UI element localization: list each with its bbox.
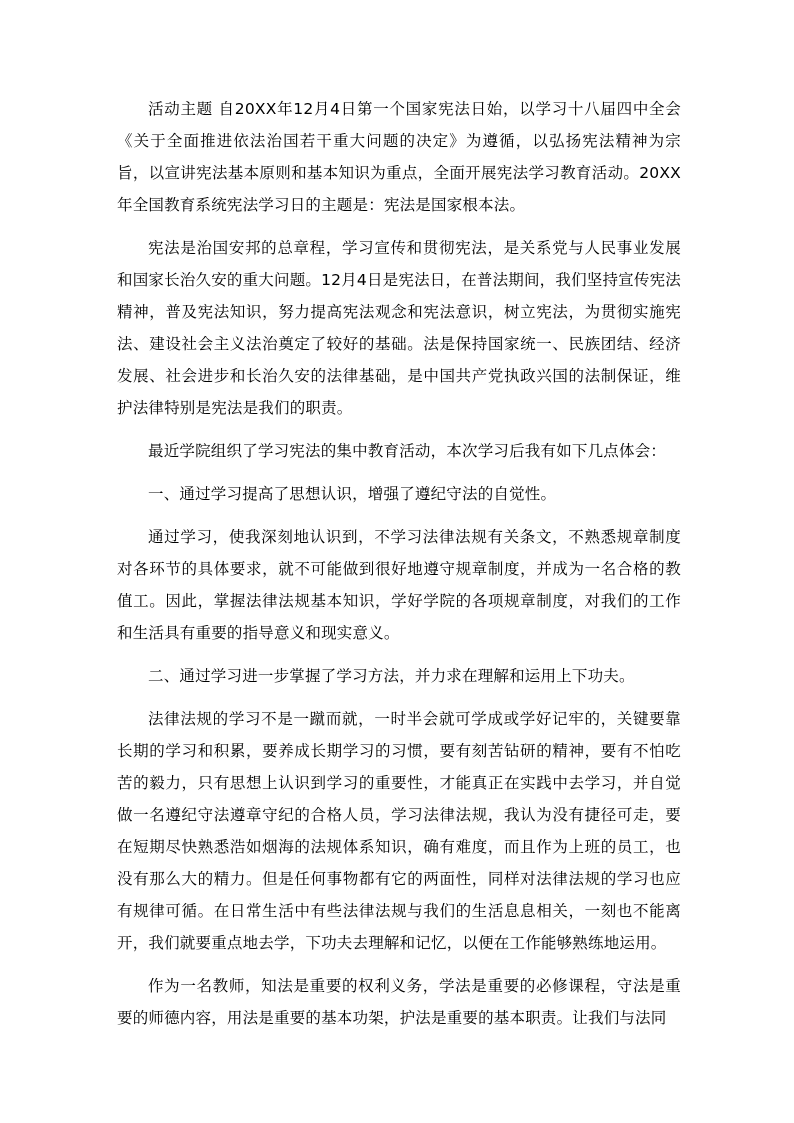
paragraph-activity-theme: 活动主题 自20XX年12月4日第一个国家宪法日始，以学习十八届四中全会《关于全面推进依法治国若干重大问题的决定》为遵循，以弘扬宪法精神为宗旨，以宣讲宪法基本原则和基本知识为重点，全面开展宪法学习教育活动。20XX年全国教育系统宪法学习日的主题是：宪法是国家根本法。 (117, 100, 681, 214)
document-body (117, 93, 681, 1045)
heading-point-one: 一、通过学习提高了思想认识，增强了遵纪守法的自觉性。 (148, 485, 557, 503)
heading-point-two: 二、通过学习进一步掌握了学习方法，并力求在理解和运用上下功夫。 (148, 667, 635, 685)
paragraph-constitution-importance: 宪法是治国安邦的总章程，学习宣传和贯彻宪法，是关系党与人民事业发展和国家长治久安的重大问题。12月4日是宪法日，在普法期间，我们坚持宣传宪法精神，普及宪法知识，努力提高宪法观念和宪法意识，树立宪法，为贯彻实施宪法、建设社会主义法治奠定了较好的基础。法是保持国家统一、民族团结、经济发展、社会进步和长治久安的法律基础，是中国共产党执政兴国的法制保证，维护法律特别是宪法是我们的职责。 (117, 239, 681, 417)
paragraph-point-two-body: 法律法规的学习不是一蹴而就，一时半会就可学成或学好记牢的，关键要靠长期的学习和积累，要养成长期学习的习惯，要有刻苦钻研的精神，要有不怕吃苦的毅力，只有思想上认识到学习的重要性，才能真正在实践中去学习，并自觉做一名遵纪守法遵章守纪的合格人员，学习法律法规，我认为没有捷径可走，要在短期尽快熟悉浩如烟海的法规体系知识，确有难度，而且作为上班的员工，也没有那么大的精力。但是任何事物都有它的两面性，同样对法律法规的学习也应有规律可循。在日常生活中有些法律法规与我们的生活息息相关，一刻也不能离开，我们就要重点地去学，下功夫去理解和记忆，以便在工作能够熟练地运用。 (117, 710, 681, 952)
paragraph-point-one-body: 通过学习，使我深刻地认识到，不学习法律法规有关条文，不熟悉规章制度对各环节的具体要求，就不可能做到很好地遵守规章制度，并成为一名合格的教值工。因此，掌握法律法规基本知识，学好学院的各项规章制度，对我们的工作和生活具有重要的指导意义和现实意义。 (117, 528, 681, 642)
paragraph-teacher-role: 作为一名教师，知法是重要的权利义务，学法是重要的必修课程，守法是重要的师德内容，用法是重要的基本功架，护法是重要的基本职责。让我们与法同 (117, 977, 681, 1027)
paragraph-study-intro: 最近学院组织了学习宪法的集中教育活动，本次学习后我有如下几点体会： (148, 442, 667, 460)
